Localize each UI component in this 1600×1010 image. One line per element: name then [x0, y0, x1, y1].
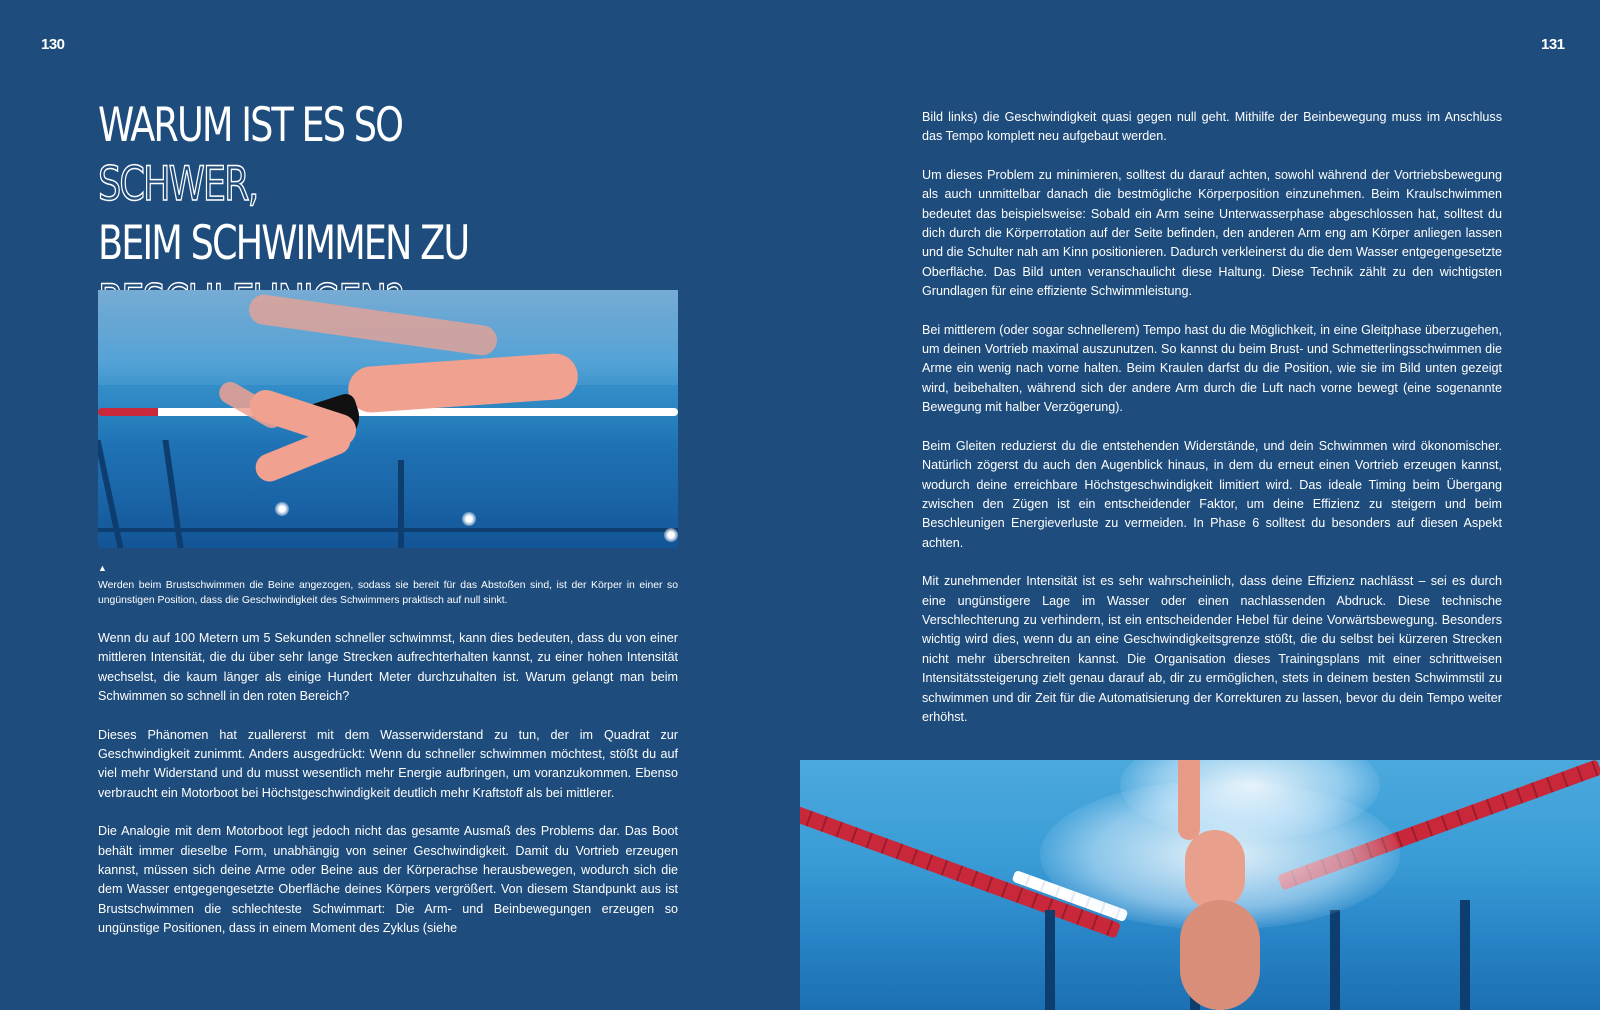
page-number-left: 130 — [41, 36, 65, 53]
body-text-right — [922, 108, 1502, 746]
swimmer-torso — [1180, 900, 1260, 1010]
swimmer-head — [1185, 830, 1245, 910]
freestyle-photo — [800, 760, 1600, 1010]
title-line-1 — [98, 96, 558, 214]
pool-light — [275, 502, 289, 516]
paragraph: Um dieses Problem zu minimieren, solltest du darauf achten, sowohl während der Vortriebsbewegung als auch unmittelbar danach die bestmögliche Körperposition einzunehmen. Beim Kraulschwimmen bedeutet das beispielsweise: Sobald ein Arm seine Unterwasserphase abgeschlossen hat, solltest du dich durch die Körperrotation auf der Seite befinden, den anderen Arm eng am Körper anliegen lassen und die Schulter nah am Kinn positionieren. Dadurch verkleinerst du die dem Wasser entgegengesetzte Oberfläche. Das Bild unten veranschaulicht diese Haltung. Diese Technik zählt zu den wichtigsten Grundlagen für eine effiziente Schwimmleistung. — [922, 167, 1502, 299]
paragraph: Wenn du auf 100 Metern um 5 Sekunden schneller schwimmst, kann dies bedeuten, dass du von einer mittleren Intensität, die du über sehr lange Strecken aufrechterhalten kannst, zu einer hohen Intensität wechselst, die kaum länger als einige Hundert Meter durchzuhalten ist. Warum gelangt man beim Schwimmen so schnell in den roten Bereich? — [98, 631, 678, 704]
pool-light — [462, 512, 476, 526]
pool-floor-line — [1330, 910, 1340, 1010]
paragraph: Beim Gleiten reduzierst du die entstehenden Widerstände, und dein Schwimmen wird ökonomischer. Natürlich zögerst du auch den Augenblick hinaus, in dem du erneut einen Vortrieb erzeugen kannst, wodurch deine erreichbare Höchstgeschwindigkeit limitiert wird. Das ideale Timing beim Übergang zwischen den Zügen ist ein entscheidender Faktor, um deine Effizienz zu steigern und beim Beschleunigen Energieverluste zu vermeiden. In Phase 6 solltest du besonders auf diesen Aspekt achten. — [922, 438, 1502, 550]
page-number-right: 131 — [1541, 36, 1565, 53]
photo-caption: Werden beim Brustschwimmen die Beine angezogen, sodass sie bereit für das Abstoßen sind, ist der Körper in einer so ungünstigen Position, dass die Geschwindigkeit des Schwimmers praktisch auf null sinkt. — [98, 580, 678, 606]
pool-floor-line — [1460, 900, 1470, 1010]
pool-floor-stripe — [98, 528, 678, 532]
breaststroke-photo — [98, 290, 678, 548]
paragraph: Bei mittlerem (oder sogar schnellerem) Tempo hast du die Möglichkeit, in eine Gleitphase überzugehen, um deinen Vortrieb maximal auszunutzen. So kannst du beim Brust- und Schmetterlingsschwimmen die Arme ein wenig nach vorne halten. Beim Kraulen darfst du die Position, wie sie im Bild unten gezeigt wird, beibehalten, während sich der andere Arm durch die Luft nach vorne bewegt (eine sogenannte Bewegung mit halber Verzögerung). — [922, 322, 1502, 415]
caption-marker: ▲ — [98, 563, 107, 573]
title-line-1-outline: SCHWER, — [98, 157, 258, 212]
title-line-2: BEIM SCHWIMMEN ZU — [98, 216, 469, 271]
paragraph: Die Analogie mit dem Motorboot legt jedoch nicht das gesamte Ausmaß des Problems dar. Das Boot behält immer dieselbe Form, unabhängig von seiner Geschwindigkeit. Damit du Vortrieb erzeugen kannst, müssen sich deine Arme oder Beine aus der Körperachse herausbewegen, wodurch sich die dem Wasser entgegengesetzte Oberfläche deines Körpers vergrößert. Von diesem Standpunkt aus ist Brustschwimmen die schlechteste Schwimmart: Die Arm- und Beinbewegungen erzeugen so ungünstige Positionen, dass in einem Moment des Zyklus (siehe — [98, 824, 678, 936]
body-text-left — [98, 629, 678, 958]
paragraph: Dieses Phänomen hat zuallererst mit dem Wasserwiderstand zu tun, der im Quadrat zur Geschwindigkeit zunimmt. Anders ausgedrückt: Wenn du schneller schwimmen möchtest, stößt du auf viel mehr Widerstand und du musst wesentlich mehr Energie aufbringen, um voranzukommen. Ebenso verbraucht ein Motorboot bei Höchstgeschwindigkeit deutlich mehr Kraftstoff als bei mittlerer. — [98, 727, 678, 800]
swimmer-arm — [1178, 760, 1200, 840]
title-line-1-plain: WARUM IST ES SO — [98, 98, 403, 153]
pool-light — [664, 528, 678, 542]
paragraph: Mit zunehmender Intensität ist es sehr wahrscheinlich, dass deine Effizienz nachlässt – sei es durch eine ungünstigere Lage im Wasser oder einen nachlassenden Abdruck. Diese technische Verschlechterung zu verhindern, ist ein entscheidender Hebel für deine Vorwärtsbewegung. Besonders wichtig wird dies, wenn du an eine Geschwindigkeitsgrenze stößt, die du selbst bei kürzeren Strecken nicht mehr überschreiten kannst. Die Organisation dieses Trainingsplans mit einer schrittweisen Intensitätssteigerung zielt genau darauf ab, dir zu ermöglichen, stets in deinem besten Schwimmstil zu schwimmen und dir Zeit für die Automatisierung der Korrekturen zu lassen, bevor du dein Tempo weiter erhöhst. — [922, 574, 1502, 724]
pool-floor-line — [398, 460, 404, 548]
paragraph: Bild links) die Geschwindigkeit quasi gegen null geht. Mithilfe der Beinbewegung muss im Anschluss das Tempo komplett neu aufgebaut werden. — [922, 110, 1502, 144]
pool-floor-line — [1045, 910, 1055, 1010]
